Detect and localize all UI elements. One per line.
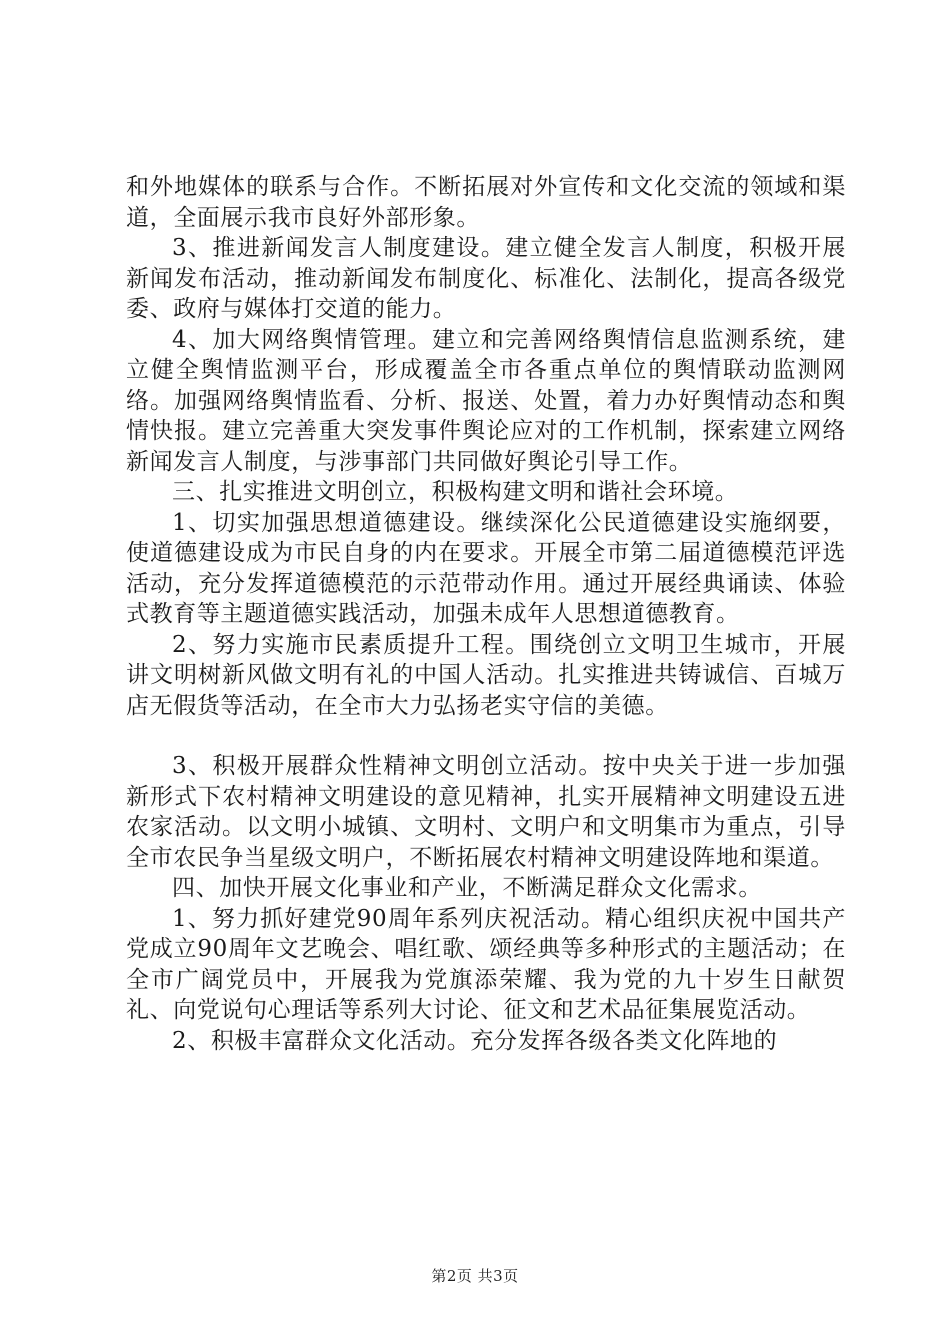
paragraph-spokesperson-system: 3、推进新闻发言人制度建设。建立健全发言人制度，积极开展新闻发布活动，推动新闻发布制度化、标准化、法制化，提高各级党委、政府与媒体打交道的能力。 (126, 235, 846, 322)
paragraph-gap (126, 721, 846, 751)
paragraph-mass-activities: 3、积极开展群众性精神文明创立活动。按中央关于进一步加强新形式下农村精神文明建设的意见精神，扎实开展精神文明建设五进农家活动。以文明小城镇、文明村、文明户和文明集市为重点，引导全市农民争当星级文明户，不断拓展农村精神文明建设阵地和渠道。 (126, 753, 846, 871)
document-body (126, 172, 846, 1056)
paragraph-party-anniversary: 1、努力抓好建党90周年系列庆祝活动。精心组织庆祝中国共产党成立90周年文艺晚会、唱红歌、颂经典等多种形式的主题活动；在全市广阔党员中，开展我为党旗添荣耀、我为党的九十岁生日献贺礼、向党说句心理话等系列大讨论、征文和艺术品征集展览活动。 (126, 905, 846, 1023)
page-number-footer: 第2页 共3页 (431, 1267, 519, 1285)
paragraph-cultural-activities: 2、积极丰富群众文化活动。充分发挥各级各类文化阵地的 (172, 1027, 778, 1054)
section-heading-culture: 四、加快开展文化事业和产业，不断满足群众文化需求。 (172, 875, 762, 901)
paragraph-moral-construction: 1、切实加强思想道德建设。继续深化公民道德建设实施纲要，使道德建设成为市民自身的内在要求。开展全市第二届道德模范评选活动，充分发挥道德模范的示范带动作用。通过开展经典诵读、体验式教育等主题道德实践活动，加强未成年人思想道德教育。 (126, 509, 846, 627)
paragraph-citizen-quality: 2、努力实施市民素质提升工程。围绕创立文明卫生城市，开展讲文明树新风做文明有礼的中国人活动。扎实推进共铸诚信、百城万店无假货等活动，在全市大力弘扬老实守信的美德。 (126, 631, 846, 719)
paragraph-continuation: 和外地媒体的联系与合作。不断拓展对外宣传和文化交流的领域和渠道，全面展示我市良好外部形象。 (126, 174, 846, 231)
section-heading-civilization: 三、扎实推进文明创立，积极构建文明和谐社会环境。 (172, 479, 739, 505)
paragraph-online-opinion: 4、加大网络舆情管理。建立和完善网络舆情信息监测系统，建立健全舆情监测平台，形成覆盖全市各重点单位的舆情联动监测网络。加强网络舆情监看、分析、报送、处置，着力办好舆情动态和舆情快报。建立完善重大突发事件舆论应对的工作机制，探索建立网络新闻发言人制度，与涉事部门共同做好舆论引导工作。 (126, 326, 846, 475)
